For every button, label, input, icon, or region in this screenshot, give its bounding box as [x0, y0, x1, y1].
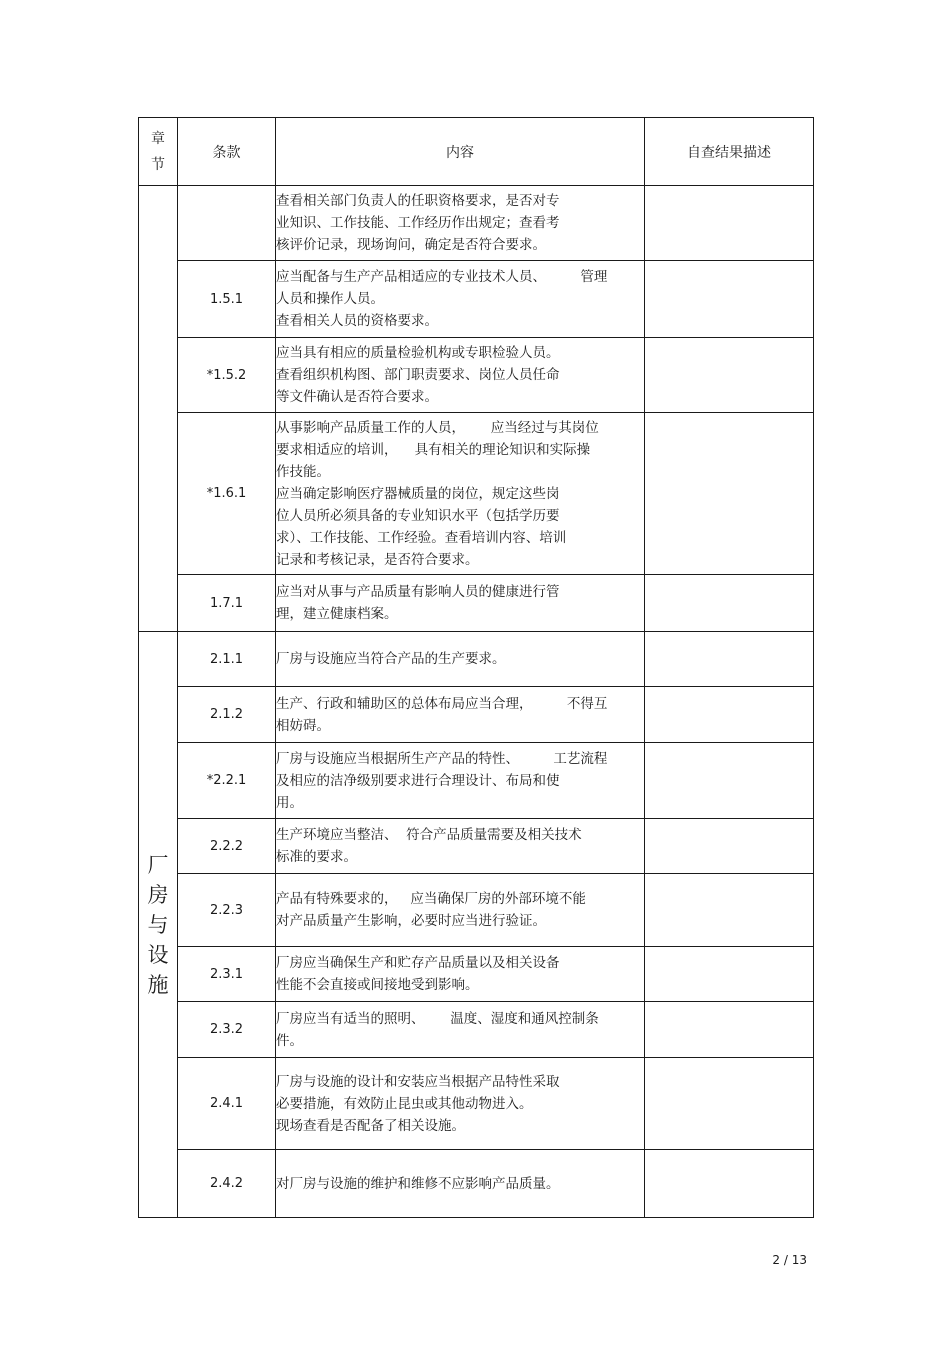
content-line: 理，建立健康档案。 — [276, 606, 398, 622]
table-row — [139, 261, 814, 338]
content-cell — [276, 413, 645, 575]
table-row — [139, 186, 814, 261]
content-line: 性能不会直接或间接地受到影响。 — [276, 977, 479, 993]
table-row — [139, 743, 814, 819]
content-line: 厂房与设施应当符合产品的生产要求。 — [276, 651, 506, 667]
content-line: 应当具有相应的质量检验机构或专职检验人员。 — [276, 345, 560, 361]
content-line: 查看相关人员的资格要求。 — [276, 313, 438, 329]
table-row — [139, 1150, 814, 1218]
clause-cell: 2.3.1 — [178, 947, 276, 1002]
content-cell — [276, 743, 645, 819]
result-cell[interactable] — [645, 874, 814, 947]
content-line: 人员和操作人员。 — [276, 291, 384, 307]
clause-cell: 1.7.1 — [178, 575, 276, 632]
result-cell[interactable] — [645, 338, 814, 413]
clause-cell: 2.4.1 — [178, 1058, 276, 1150]
content-line: 记录和考核记录，是否符合要求。 — [276, 551, 479, 568]
content-cell — [276, 1150, 645, 1218]
content-line: 生产、行政和辅助区的总体布局应当合理， 不得互 — [276, 695, 608, 712]
content-line: 核评价记录，现场询问，确定是否符合要求。 — [276, 237, 546, 253]
content-line: 查看组织机构图、部门职责要求、岗位人员任命 — [276, 367, 560, 383]
table-row — [139, 947, 814, 1002]
content-line: 及相应的洁净级别要求进行合理设计、布局和使 — [276, 772, 560, 789]
clause-cell: *2.2.1 — [178, 743, 276, 819]
content-cell — [276, 947, 645, 1002]
result-cell[interactable] — [645, 947, 814, 1002]
chapter-cell-personnel — [139, 186, 178, 632]
table-row — [139, 819, 814, 874]
content-line: 应当配备与生产产品相适应的专业技术人员、 管理 — [276, 269, 608, 285]
clause-cell: *1.5.2 — [178, 338, 276, 413]
clause-cell: 2.3.2 — [178, 1002, 276, 1058]
header-content: 内容 — [276, 118, 645, 186]
content-line: 等文件确认是否符合要求。 — [276, 389, 438, 405]
clause-cell: 1.5.1 — [178, 261, 276, 338]
table-row — [139, 1002, 814, 1058]
page-number: 2 / 13 — [772, 1253, 807, 1267]
chapter-char: 施 — [147, 972, 169, 997]
clause-cell: *1.6.1 — [178, 413, 276, 575]
clause-cell: 2.1.2 — [178, 687, 276, 743]
result-cell[interactable] — [645, 186, 814, 261]
content-line: 相妨碍。 — [276, 717, 330, 734]
header-result: 自查结果描述 — [645, 118, 814, 186]
content-cell — [276, 632, 645, 687]
result-cell[interactable] — [645, 575, 814, 632]
table-row — [139, 338, 814, 413]
chapter-char: 设 — [147, 942, 169, 967]
content-line: 厂房应当有适当的照明、 温度、湿度和通风控制条 — [276, 1010, 599, 1027]
content-line: 求）、工作技能、工作经验。查看培训内容、培训 — [276, 529, 567, 546]
content-cell — [276, 687, 645, 743]
result-cell[interactable] — [645, 261, 814, 338]
clause-cell: 2.2.2 — [178, 819, 276, 874]
table-row — [139, 874, 814, 947]
content-line: 作技能。 — [276, 463, 330, 480]
result-cell[interactable] — [645, 1058, 814, 1150]
content-cell — [276, 186, 645, 261]
content-cell — [276, 338, 645, 413]
content-line: 厂房与设施的设计和安装应当根据产品特性采取 — [276, 1073, 560, 1090]
chapter-char: 与 — [147, 912, 169, 937]
clause-cell: 2.1.1 — [178, 632, 276, 687]
content-line: 从事影响产品质量工作的人员， 应当经过与其岗位 — [276, 419, 599, 436]
self-check-table — [138, 117, 814, 1218]
content-line: 件。 — [276, 1032, 303, 1049]
table-row — [139, 632, 814, 687]
clause-cell: 2.4.2 — [178, 1150, 276, 1218]
content-line: 查看相关部门负责人的任职资格要求，是否对专 — [276, 193, 560, 209]
content-line: 标准的要求。 — [276, 849, 357, 865]
content-line: 厂房应当确保生产和贮存产品质量以及相关设备 — [276, 955, 560, 971]
content-line: 对产品质量产生影响，必要时应当进行验证。 — [276, 913, 546, 929]
result-cell[interactable] — [645, 687, 814, 743]
clause-cell: 2.2.3 — [178, 874, 276, 947]
table-row — [139, 1058, 814, 1150]
table-header-row — [139, 118, 814, 186]
result-cell[interactable] — [645, 413, 814, 575]
result-cell[interactable] — [645, 1150, 814, 1218]
content-line: 对厂房与设施的维护和维修不应影响产品质量。 — [276, 1175, 560, 1192]
table-row — [139, 575, 814, 632]
content-line: 应当确定影响医疗器械质量的岗位，规定这些岗 — [276, 485, 560, 502]
result-cell[interactable] — [645, 819, 814, 874]
content-cell — [276, 1058, 645, 1150]
table-row — [139, 413, 814, 575]
content-cell — [276, 819, 645, 874]
content-cell — [276, 261, 645, 338]
content-cell — [276, 575, 645, 632]
content-line: 厂房与设施应当根据所生产产品的特性、 工艺流程 — [276, 750, 608, 767]
content-line: 必要措施，有效防止昆虫或其他动物进入。 — [276, 1095, 533, 1112]
header-chapter — [139, 118, 178, 186]
header-chapter-char: 节 — [151, 156, 165, 173]
content-line: 位人员所必须具备的专业知识水平（包括学历要 — [276, 507, 560, 524]
content-cell — [276, 874, 645, 947]
content-line: 要求相适应的培训， 具有相关的理论知识和实际操 — [276, 441, 591, 458]
content-line: 业知识、工作技能、工作经历作出规定；查看考 — [276, 215, 560, 231]
content-line: 应当对从事与产品质量有影响人员的健康进行管 — [276, 584, 560, 600]
chapter-char: 房 — [147, 882, 169, 907]
chapter-char: 厂 — [147, 852, 169, 877]
content-line: 产品有特殊要求的， 应当确保厂房的外部环境不能 — [276, 891, 586, 907]
header-clause: 条款 — [178, 118, 276, 186]
content-line: 现场查看是否配备了相关设施。 — [276, 1117, 465, 1134]
result-cell[interactable] — [645, 632, 814, 687]
chapter-cell-facilities — [139, 632, 178, 1218]
clause-cell — [178, 186, 276, 261]
content-line: 生产环境应当整洁、 符合产品质量需要及相关技术 — [276, 827, 582, 843]
result-cell[interactable] — [645, 743, 814, 819]
content-line: 用。 — [276, 794, 303, 811]
result-cell[interactable] — [645, 1002, 814, 1058]
header-chapter-char: 章 — [151, 130, 165, 147]
content-cell — [276, 1002, 645, 1058]
table-row — [139, 687, 814, 743]
